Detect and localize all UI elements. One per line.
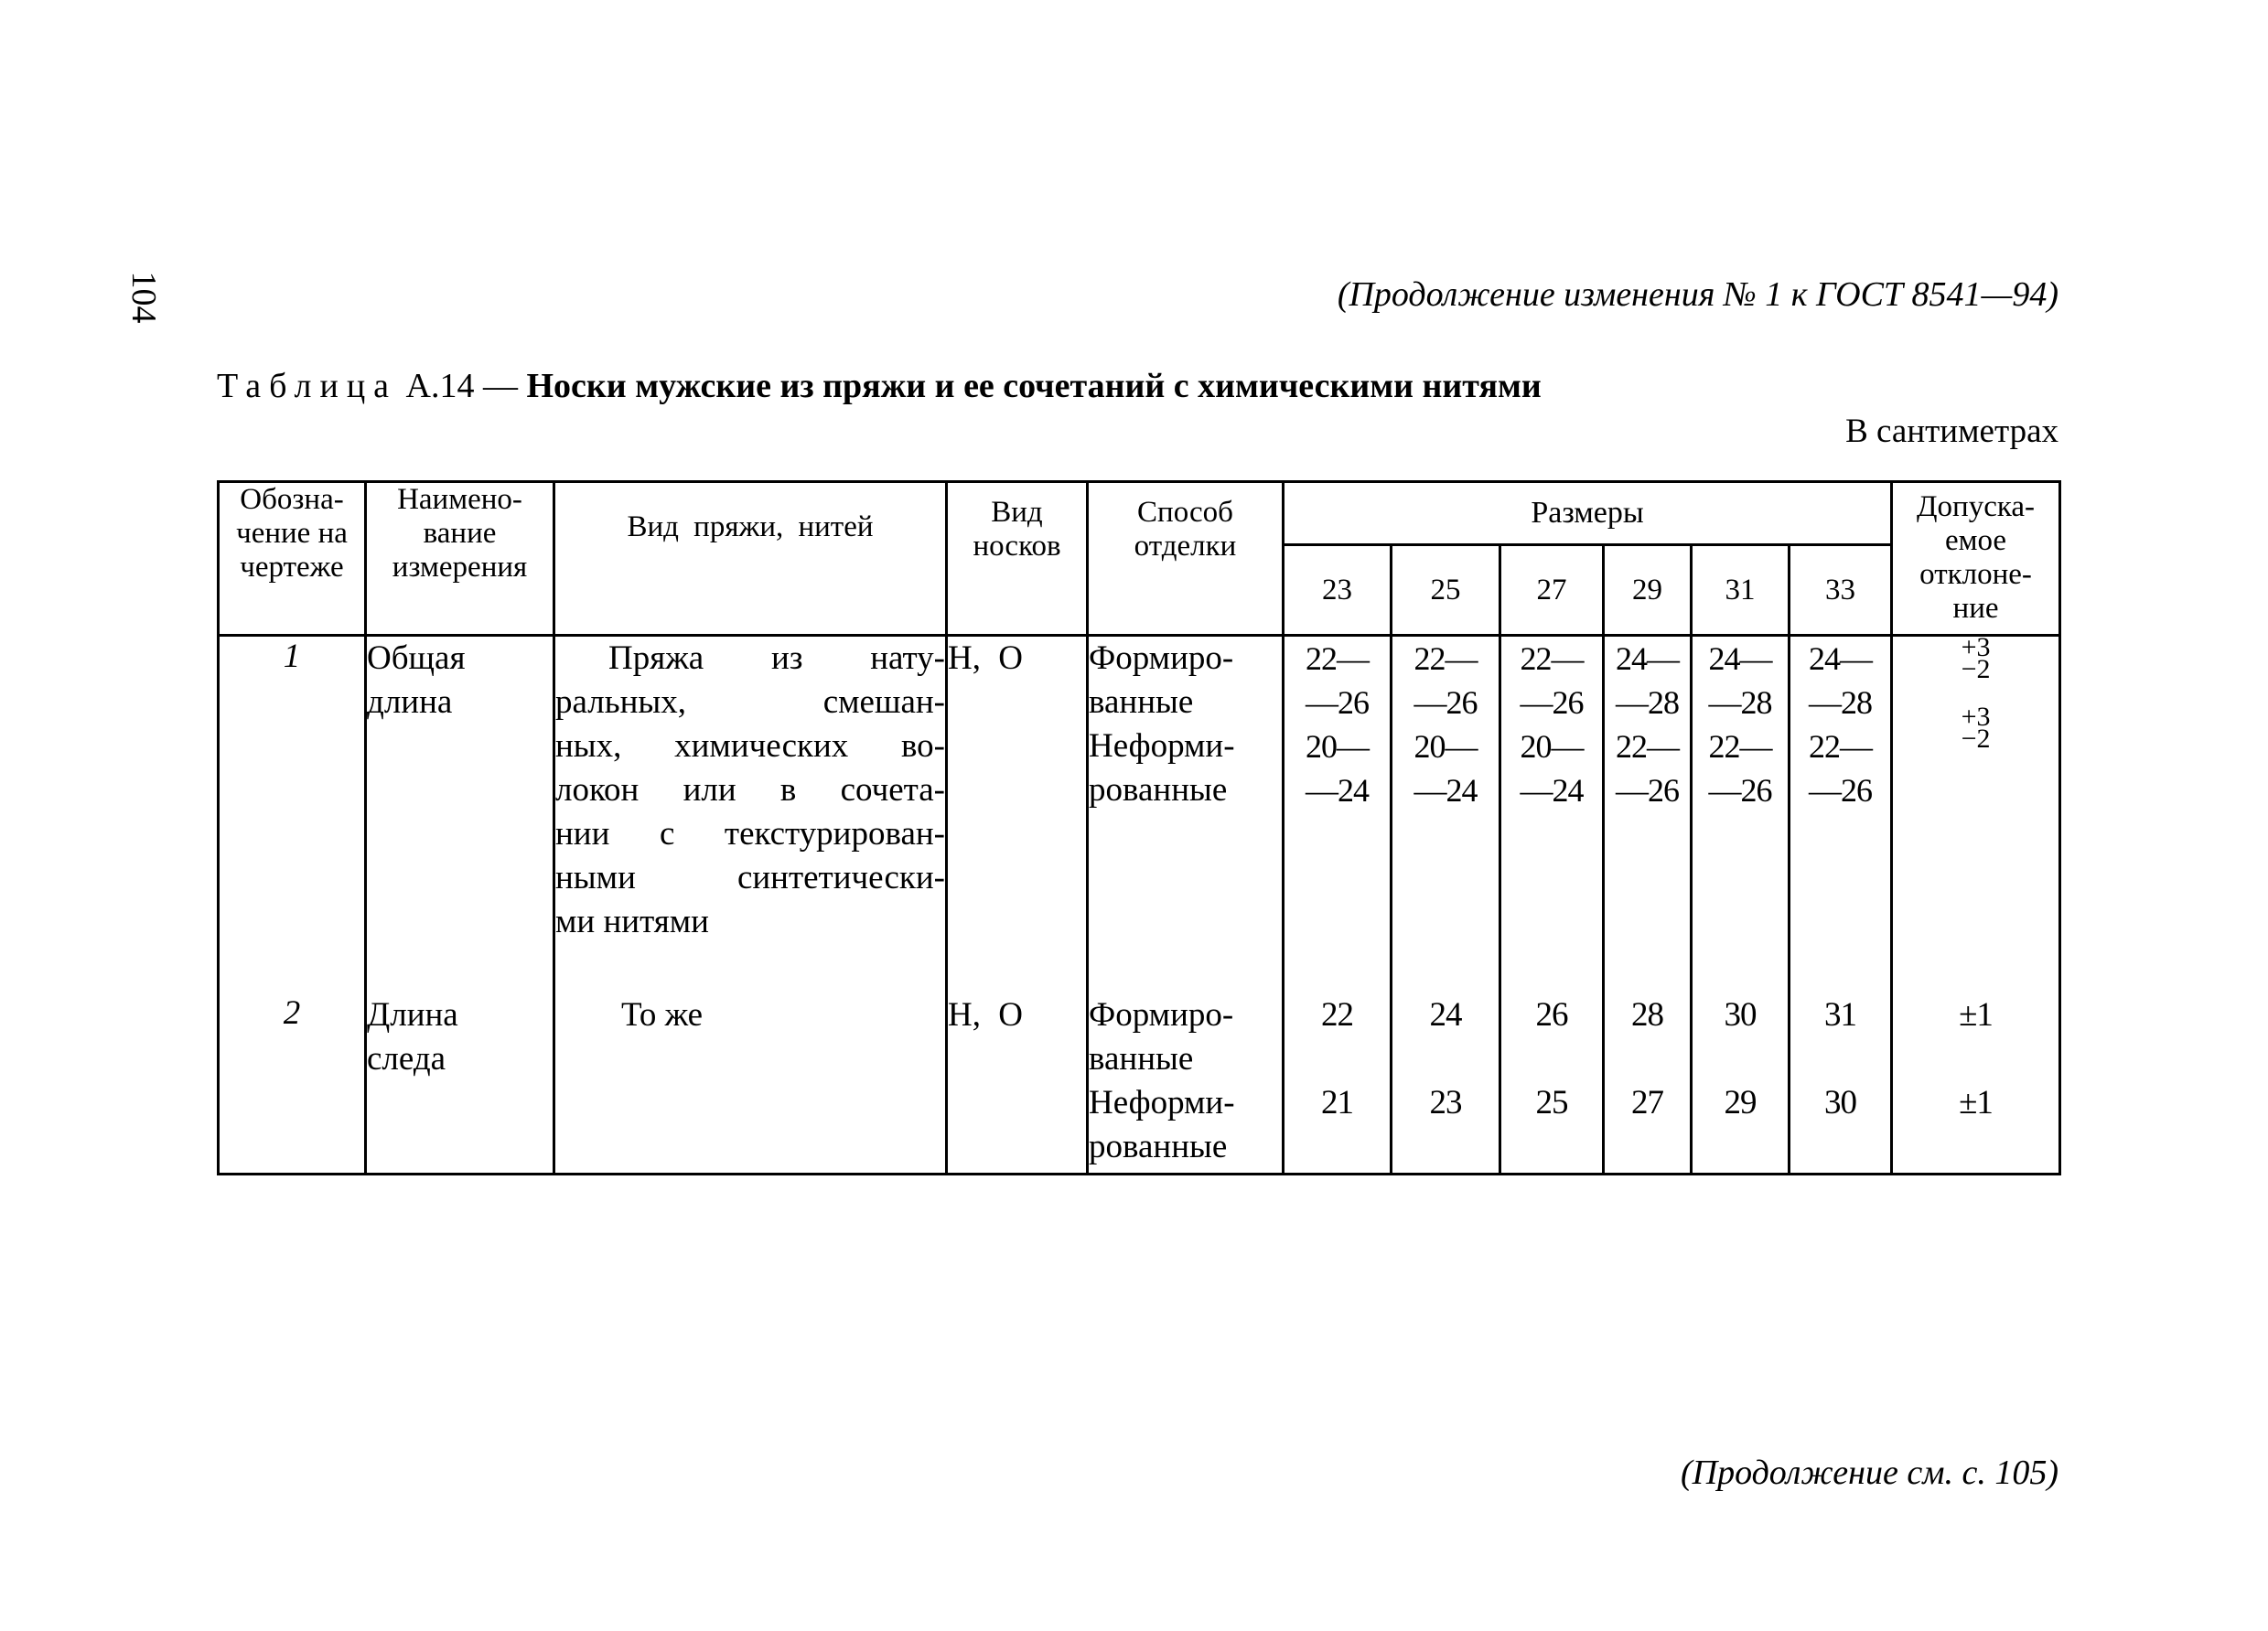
tolerance-cell xyxy=(1892,632,2060,994)
size-value: 27 xyxy=(1631,1084,1663,1121)
tolerance-value: ±1 xyxy=(1959,1084,1993,1121)
header-measurement xyxy=(366,482,554,636)
size-value: 29 xyxy=(1724,1084,1757,1121)
size-value: 22— xyxy=(1306,640,1369,677)
tolerance-minus: −2 xyxy=(1961,724,1991,754)
header-size: 25 xyxy=(1392,545,1500,636)
finishing-cell xyxy=(1088,636,1284,994)
tolerance-fraction xyxy=(1961,632,1991,684)
yarn-line: ными синтетически- xyxy=(555,859,945,896)
measurement-cell xyxy=(366,636,554,994)
measurement-line: Общая xyxy=(367,639,466,677)
yarn-line: ми нитями xyxy=(555,903,709,940)
size-value: 22 xyxy=(1321,996,1353,1034)
table-title-text: Носки мужские из пряжи и ее сочетаний с химическими нитями xyxy=(526,367,1542,405)
table-number: А.14 — xyxy=(405,367,518,405)
header-finishing xyxy=(1088,482,1284,636)
finishing-line: рованные xyxy=(1089,771,1228,809)
size-cell xyxy=(1500,636,1604,994)
header-designation-line: чение на xyxy=(236,517,348,550)
header-measurement-line: вание xyxy=(423,517,497,550)
size-value: 23 xyxy=(1429,1084,1462,1121)
dimensions-table xyxy=(217,480,2061,1175)
yarn-cell: То же xyxy=(554,993,947,1175)
size-value: 22— xyxy=(1616,728,1679,765)
size-value: 20— xyxy=(1306,728,1369,765)
size-value: —26 xyxy=(1616,772,1679,809)
header-sock-type xyxy=(947,482,1088,636)
header-designation-line: Обозна- xyxy=(240,483,344,516)
size-value: 22— xyxy=(1413,640,1478,677)
size-value: 22— xyxy=(1520,640,1584,677)
size-value: 20— xyxy=(1520,728,1584,765)
header-tolerance xyxy=(1892,482,2060,636)
running-header: (Продолжение изменения № 1 к ГОСТ 8541—94) xyxy=(1337,275,2058,314)
size-value: 25 xyxy=(1535,1084,1568,1121)
yarn-line: Пряжа из нату- xyxy=(608,639,945,677)
size-value: —24 xyxy=(1520,772,1584,809)
table-row xyxy=(219,993,2060,1175)
header-size: 29 xyxy=(1604,545,1692,636)
tolerance-plus: +3 xyxy=(1961,702,1991,732)
size-value: 28 xyxy=(1631,996,1663,1034)
tolerance-value: ±1 xyxy=(1959,996,1993,1034)
header-tolerance-line: ние xyxy=(1952,592,1999,625)
size-value: —28 xyxy=(1809,684,1873,721)
page-number: 104 xyxy=(124,271,163,324)
size-cell xyxy=(1790,636,1892,994)
table-row xyxy=(219,636,2060,994)
finishing-line: Неформи- xyxy=(1089,727,1235,765)
size-value: 20— xyxy=(1413,728,1478,765)
measurement-cell xyxy=(366,993,554,1175)
finishing-cell xyxy=(1088,993,1284,1175)
size-value: 24 xyxy=(1429,996,1462,1034)
yarn-line: ральных, смешан- xyxy=(555,683,945,721)
finishing-line: ванные xyxy=(1089,1040,1194,1078)
size-value: 30 xyxy=(1724,996,1757,1034)
size-cell xyxy=(1500,993,1604,1175)
designation-cell: 1 xyxy=(219,636,366,994)
header-sizes-group: Размеры xyxy=(1284,482,1892,545)
tolerance-plus: +3 xyxy=(1961,632,1991,662)
finishing-line: Формиро- xyxy=(1089,639,1234,677)
size-value: 21 xyxy=(1321,1084,1353,1121)
measurement-line: длина xyxy=(367,683,453,721)
header-sock-type-line: Вид xyxy=(991,496,1043,529)
size-value: 31 xyxy=(1824,996,1857,1034)
designation-cell: 2 xyxy=(219,993,366,1175)
header-designation-line: чертеже xyxy=(240,551,344,584)
header-tolerance-line: емое xyxy=(1944,524,2007,557)
size-value: —28 xyxy=(1616,684,1679,721)
yarn-cell xyxy=(554,636,947,994)
size-value: —24 xyxy=(1413,772,1478,809)
size-value: 24— xyxy=(1809,640,1873,677)
table-label: Таблица xyxy=(217,367,398,405)
yarn-line: нии с текстурирован- xyxy=(555,815,945,853)
header-tolerance-line: Допуска- xyxy=(1917,490,2036,523)
tolerance-fraction xyxy=(1961,702,1991,754)
size-cell xyxy=(1604,636,1692,994)
tolerance-minus: −2 xyxy=(1961,654,1991,684)
finishing-line: рованные xyxy=(1089,1128,1228,1165)
tolerance-cell xyxy=(1892,993,2060,1175)
size-value: 24— xyxy=(1616,640,1679,677)
header-size: 31 xyxy=(1692,545,1790,636)
size-value: 30 xyxy=(1824,1084,1857,1121)
header-measurement-line: Наимено- xyxy=(397,483,522,516)
size-cell xyxy=(1392,993,1500,1175)
finishing-line: Формиро- xyxy=(1089,996,1234,1034)
size-value: —26 xyxy=(1306,684,1369,721)
size-cell xyxy=(1790,993,1892,1175)
size-cell xyxy=(1284,636,1392,994)
yarn-line: локон или в сочета- xyxy=(555,771,945,809)
size-cell xyxy=(1284,993,1392,1175)
size-value: —26 xyxy=(1413,684,1478,721)
finishing-line: Неформи- xyxy=(1089,1084,1235,1121)
table-title xyxy=(217,366,1542,406)
header-size: 33 xyxy=(1790,545,1892,636)
size-cell xyxy=(1392,636,1500,994)
yarn-line: ных, химических во- xyxy=(555,727,945,765)
size-value: —26 xyxy=(1809,772,1873,809)
finishing-line: ванные xyxy=(1089,683,1194,721)
size-cell xyxy=(1692,993,1790,1175)
size-value: 22— xyxy=(1809,728,1873,765)
size-value: 24— xyxy=(1708,640,1772,677)
header-finishing-line: отделки xyxy=(1134,530,1237,563)
size-value: —26 xyxy=(1520,684,1584,721)
size-cell xyxy=(1604,993,1692,1175)
header-size: 27 xyxy=(1500,545,1604,636)
size-value: —24 xyxy=(1306,772,1369,809)
size-value: 22— xyxy=(1708,728,1772,765)
measurement-line: следа xyxy=(367,1040,446,1078)
size-value: 26 xyxy=(1535,996,1568,1034)
header-sock-type-line: носков xyxy=(973,530,1061,563)
footer-note: (Продолжение см. с. 105) xyxy=(1680,1454,2058,1492)
header-finishing-line: Способ xyxy=(1137,496,1233,529)
header-tolerance-line: отклоне- xyxy=(1919,558,2032,591)
sock-type-cell: Н, О xyxy=(947,993,1088,1175)
size-cell xyxy=(1692,636,1790,994)
size-value: —26 xyxy=(1708,772,1772,809)
header-designation xyxy=(219,482,366,636)
units-note: В сантиметрах xyxy=(1845,413,2058,450)
header-yarn-type: Вид пряжи, нитей xyxy=(554,482,947,636)
sock-type-cell: Н, О xyxy=(947,636,1088,994)
header-measurement-line: измерения xyxy=(392,551,528,584)
measurement-line: Длина xyxy=(367,996,458,1034)
size-value: —28 xyxy=(1708,684,1772,721)
header-size: 23 xyxy=(1284,545,1392,636)
